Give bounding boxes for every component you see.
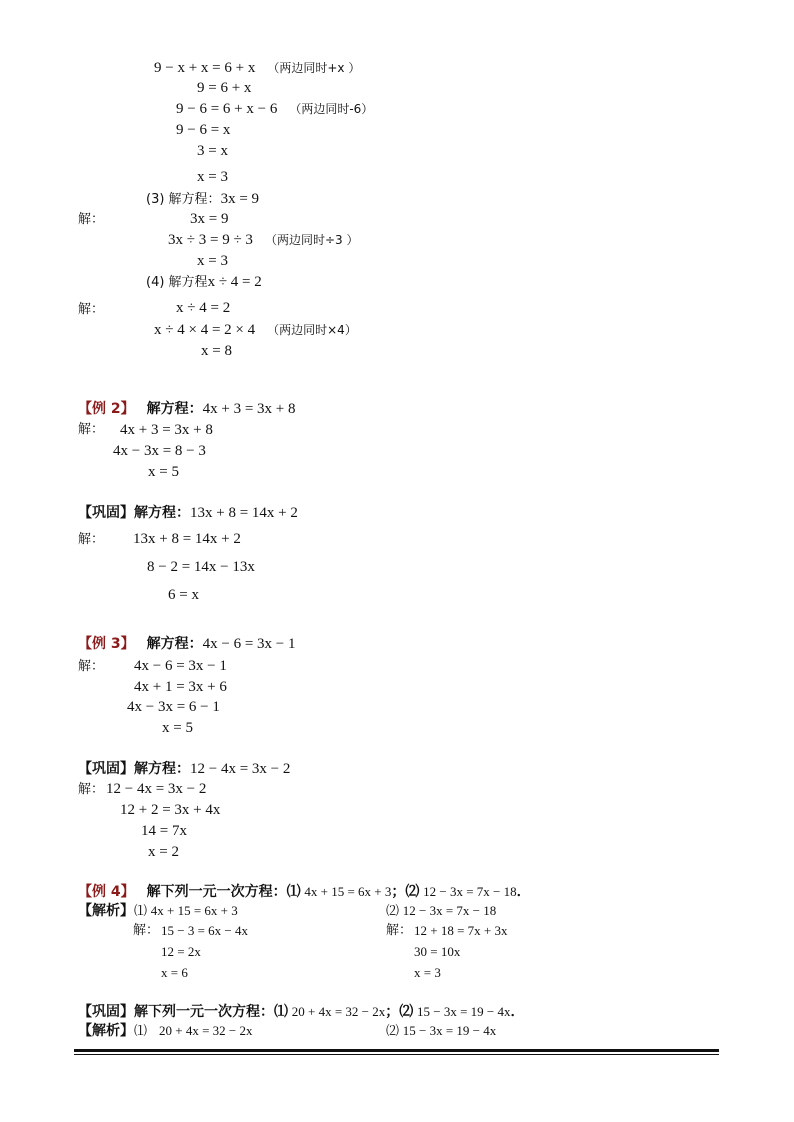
step-note: （两边同时-6） xyxy=(289,102,374,116)
footer-rule-thin xyxy=(74,1054,719,1055)
equation-line: 30 = 10x xyxy=(414,944,461,959)
practice-3-heading: 【巩固】解下列一元一次方程：⑴ 20 + 4x = 32 − 2x；⑵ 15 − 3x = 19 − 4x． xyxy=(78,1004,525,1020)
equation-line: x ÷ 4 = 2 xyxy=(176,300,231,316)
equation-line: 6 = x xyxy=(168,587,199,603)
equation-line: 4x + 3 = 3x + 8 xyxy=(120,422,213,438)
solution-label: 解： xyxy=(78,782,105,797)
equation-line: 15 − 3 = 6x − 4x xyxy=(161,923,248,938)
analysis-part-2: ⑵ 12 − 3x = 7x − 18 xyxy=(386,903,497,919)
solution-label: 解： xyxy=(133,923,160,938)
equation-line: 12 + 2 = 3x + 4x xyxy=(120,802,221,818)
equation-line: 4x − 6 = 3x − 1 xyxy=(134,658,227,674)
equation-line: 9 = 6 + x xyxy=(197,80,252,96)
analysis-part-1: 【解析】⑴ 4x + 15 = 6x + 3 xyxy=(78,903,238,919)
equation-line: x = 3 xyxy=(197,253,228,269)
equation-line: 12 − 4x = 3x − 2 xyxy=(106,781,207,797)
equation-line: 4x − 3x = 8 − 3 xyxy=(113,443,206,459)
step-note: （两边同时×4） xyxy=(267,323,357,337)
equation-line: 9 − 6 = 6 + x − 6 （两边同时-6） xyxy=(176,101,374,117)
equation-line: 8 − 2 = 14x − 13x xyxy=(147,559,255,575)
equation-line: x = 2 xyxy=(148,844,179,860)
equation-line: x ÷ 4 × 4 = 2 × 4 （两边同时×4） xyxy=(154,322,357,338)
equation-line: 9 − 6 = x xyxy=(176,122,231,138)
equation-line: 14 = 7x xyxy=(141,823,187,839)
solution-label: 解： xyxy=(78,302,105,317)
solution-label: 解： xyxy=(386,923,413,938)
example-2-heading: 【例 2】 解方程：4x + 3 = 3x + 8 xyxy=(78,401,296,417)
practice-1-heading: 【巩固】解方程：13x + 8 = 14x + 2 xyxy=(78,505,298,521)
example-4-heading: 【例 4】 解下列一元一次方程：⑴ 4x + 15 = 6x + 3；⑵ 12 − 3x = 7x − 18． xyxy=(78,884,531,900)
equation-line: 4x − 3x = 6 − 1 xyxy=(127,699,220,715)
solution-label: 解： xyxy=(78,422,105,437)
equation-line: x = 5 xyxy=(162,720,193,736)
equation-line: x = 8 xyxy=(201,343,232,359)
step-note: （两边同时+x ） xyxy=(267,61,361,75)
solution-label: 解： xyxy=(78,212,105,227)
solution-label: 解： xyxy=(78,532,105,547)
solution-label: 解： xyxy=(78,659,105,674)
equation-line: 3 = x xyxy=(197,143,228,159)
analysis-part-1: 【解析】⑴ 20 + 4x = 32 − 2x xyxy=(78,1023,253,1039)
equation-line: x = 3 xyxy=(197,169,228,185)
problem-3-heading: (3) 解方程：3x = 9 xyxy=(146,191,260,207)
equation-line: 12 = 2x xyxy=(161,944,201,959)
equation-line: 12 + 18 = 7x + 3x xyxy=(414,923,508,938)
example-3-heading: 【例 3】 解方程：4x − 6 = 3x − 1 xyxy=(78,636,296,652)
footer-rule xyxy=(74,1049,719,1052)
equation-line: 3x ÷ 3 = 9 ÷ 3 （两边同时÷3 ） xyxy=(168,232,359,248)
equation-line: 9 − x + x = 6 + x （两边同时+x ） xyxy=(154,60,361,76)
equation-line: 3x = 9 xyxy=(190,211,229,227)
practice-2-heading: 【巩固】解方程：12 − 4x = 3x − 2 xyxy=(78,761,291,777)
analysis-part-2: ⑵ 15 − 3x = 19 − 4x xyxy=(386,1023,497,1039)
equation-line: 4x + 1 = 3x + 6 xyxy=(134,679,227,695)
problem-4-heading: (4) 解方程x ÷ 4 = 2 xyxy=(146,274,262,290)
step-note: （两边同时÷3 ） xyxy=(264,233,359,247)
equation-line: x = 5 xyxy=(148,464,179,480)
equation-line: x = 6 xyxy=(161,965,188,980)
equation-line: x = 3 xyxy=(414,965,441,980)
equation-line: 13x + 8 = 14x + 2 xyxy=(133,531,241,547)
